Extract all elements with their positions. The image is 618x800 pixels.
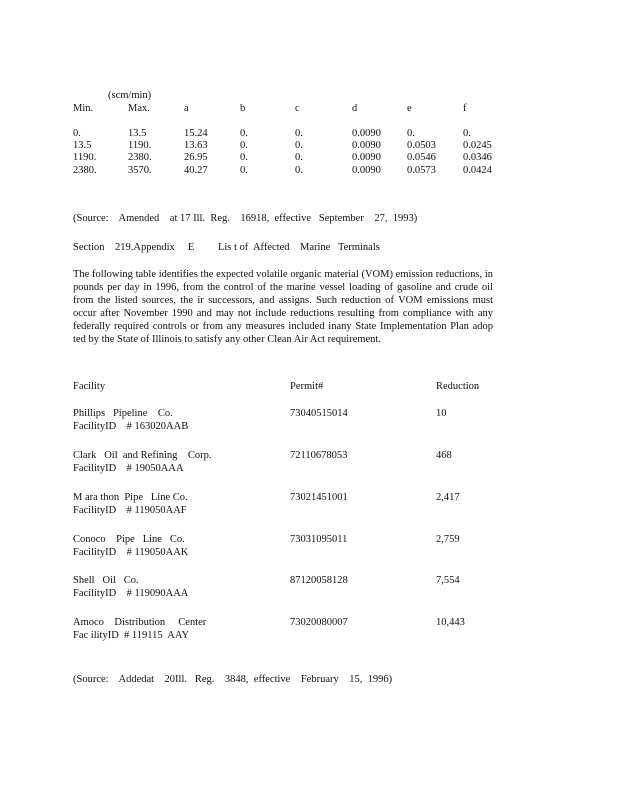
rate-cell: 0. [295,140,303,152]
facility-id: FacilityID # 119090AAA [73,588,189,599]
facility-name: Clark Oil and Refining Corp. [73,450,212,461]
rate-header-cell: f [463,103,467,114]
rate-cell: 0. [240,152,248,164]
facility-name: Conoco Pipe Line Co. [73,534,185,545]
facility-id: FacilityID # 119050AAF [73,505,187,516]
rate-header-cell: c [295,103,300,114]
facility-id: Fac ilityID # 119115 AAY [73,630,190,641]
rate-cell: 0.0090 [352,128,381,139]
rate-cell: 0.0090 [352,140,381,152]
rate-cell: 3570. [128,164,152,176]
rate-cell: 0.0573 [407,164,436,176]
facility-reduction: 10,443 [436,617,465,628]
facility-id: FacilityID # 163020AAB [73,421,189,432]
unit-label: (scm/min) [108,90,152,101]
facility-reduction: 468 [436,450,452,461]
facility-reduction: 7,554 [436,575,460,586]
intro-paragraph: The following table identifies the expected volatile organic material (VOM) emission reductions, in pounds per day in 1996, from the control of the marine vessel loading of gasoline and crude oil from the listed sources, the ir successors, and assigns. Such reduction of VOM emissions must occur after November 1990 and may not include reductions resulting from compliance with any federally required controls or from any measures included inany State Implementation Plan adop ted by the State of Illinois to satisfy any other Clean Air Act requirement. [73,269,493,345]
rate-header-cell: Max. [128,103,150,114]
facility-name: M ara thon Pipe Line Co. [73,492,188,503]
rate-cell: 0.0090 [352,152,381,164]
facility-permit: 73021451001 [290,492,348,503]
facility-header-cell: Reduction [436,381,480,392]
facility-id: FacilityID # 119050AAK [73,547,189,558]
rate-cell: 0.0245 [463,140,492,152]
rate-cell: 1190. [73,152,97,164]
facility-permit: 87120058128 [290,575,348,586]
rate-cell: 0. [240,140,248,152]
facility-permit: 73040515014 [290,408,348,419]
rate-header-cell: a [184,103,189,114]
rate-cell: 26.95 [184,152,208,164]
rate-cell: 0. [463,128,471,139]
rate-cell: 40.27 [184,164,208,176]
rate-header-cell: e [407,103,412,114]
facility-header-cell: Permit# [290,381,324,392]
rate-header-cell: b [240,103,246,114]
section-heading: Section 219.Appendix E Lis t of Affected Marine Terminals [73,242,380,253]
rate-cell: 15.24 [184,128,208,139]
rate-cell: 0.0346 [463,152,492,164]
facility-permit: 73031095011 [290,534,348,545]
rate-cell: 1190. [128,140,152,152]
facility-header-cell: Facility [73,381,106,392]
rate-header-cell: Min. [73,103,94,114]
rate-cell: 0. [295,152,303,164]
rate-cell: 0.0424 [463,164,492,176]
rate-cell: 0. [240,164,248,176]
facility-id: FacilityID # 19050AAA [73,463,184,474]
facility-name: Phillips Pipeline Co. [73,408,173,419]
rate-cell: 0. [407,128,415,139]
rate-cell: 0. [73,128,81,139]
rate-cell: 13.5 [73,140,92,152]
rate-header-cell: d [352,103,358,114]
facility-name: Amoco Distribution Center [73,617,207,628]
rate-cell: 0. [240,128,248,139]
rate-cell: 0.0503 [407,140,436,152]
facility-permit: 72110678053 [290,450,348,461]
facility-reduction: 2,759 [436,534,460,545]
source-note-2: (Source: Addedat 20Ill. Reg. 3848, effective February 15, 1996) [73,674,393,685]
facility-permit: 73020080007 [290,617,348,628]
rate-cell: 0. [295,128,303,139]
rate-cell: 0.0546 [407,152,436,164]
rate-cell: 13.5 [128,128,147,139]
facility-reduction: 2,417 [436,492,460,503]
rate-cell: 2380. [73,164,97,176]
source-note-1: (Source: Amended at 17 Ill. Reg. 16918, effective September 27, 1993) [73,213,418,224]
facility-name: Shell Oil Co. [73,575,139,586]
rate-cell: 0. [295,164,303,176]
rate-cell: 2380. [128,152,152,164]
facility-reduction: 10 [436,408,447,419]
rate-cell: 0.0090 [352,164,381,176]
rate-cell: 13.63 [184,140,208,152]
